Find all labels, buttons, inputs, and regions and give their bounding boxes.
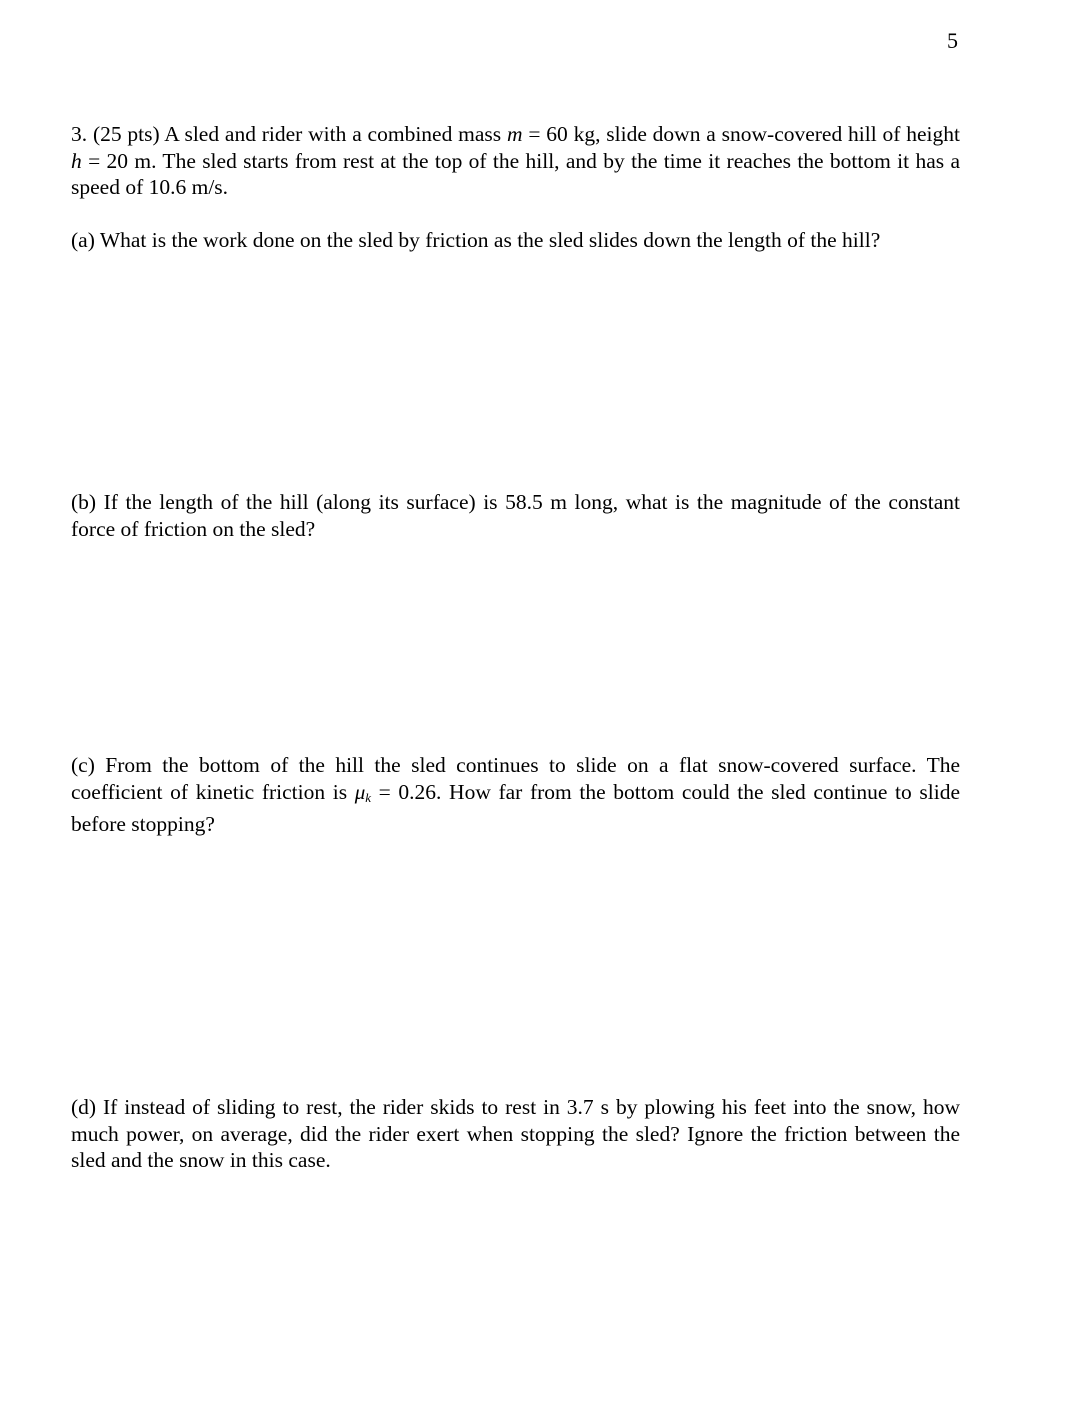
question-part-c-text <box>71 752 960 838</box>
question-part-c <box>71 752 960 838</box>
height-variable: h <box>71 148 82 173</box>
part-c-text-1: (c) From the bottom of the hill the sled continues to slide on a flat snow-covered surface. The coefficient of kinetic friction is <box>71 753 960 804</box>
question-part-d-text: (d) If instead of sliding to rest, the rider skids to rest in 3.7 s by plowing his feet into the snow, how much power, on average, did the rider exert when stopping the sled? Ignore the friction between the sled and the snow in this case. <box>71 1095 960 1172</box>
intro-text-1: 3. (25 pts) A sled and rider with a combined mass <box>71 122 507 146</box>
mu-symbol: μ <box>354 779 366 804</box>
page-number: 5 <box>947 28 958 53</box>
problem-statement <box>71 121 960 201</box>
mu-subscript: k <box>365 789 372 805</box>
question-part-d <box>71 1094 960 1174</box>
question-part-a <box>71 227 960 254</box>
intro-text-2: = 60 kg, slide down a snow-covered hill of height <box>522 122 960 146</box>
mass-variable: m <box>506 122 523 146</box>
question-part-b-text: (b) If the length of the hill (along its surface) is 58.5 m long, what is the magnitude of the constant force of friction on the sled? <box>71 490 960 541</box>
problem-statement-text <box>71 121 960 201</box>
intro-text-3: = 20 m. The sled starts from rest at the top of the hill, and by the time it reaches the bottom it has a speed of 10.6 m/s. <box>71 148 960 199</box>
part-c-text-2: = 0.26. How far from the bottom could the sled continue to slide before stopping? <box>71 779 960 836</box>
question-part-a-text: (a) What is the work done on the sled by friction as the sled slides down the length of the hill? <box>71 228 881 252</box>
question-part-b <box>71 489 960 542</box>
